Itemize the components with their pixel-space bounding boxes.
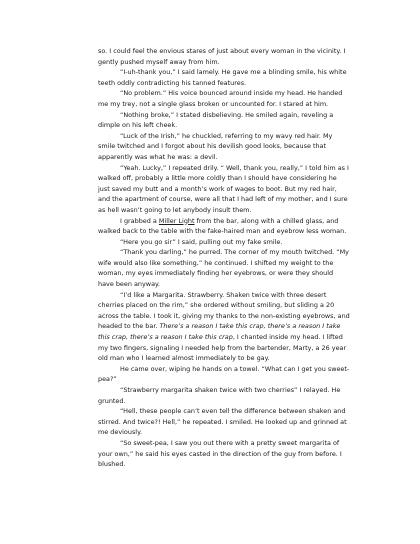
paragraph [98, 216, 350, 237]
paragraph [98, 67, 350, 88]
paragraph [98, 88, 350, 109]
paragraph [98, 131, 350, 163]
paragraph [98, 385, 350, 406]
paragraph [98, 163, 350, 216]
text-run: “Nothing broke,” I stated disbelieving. He smiled again, reveling a dimple on his left cheek. [98, 110, 334, 130]
paragraph [98, 110, 350, 131]
paragraph [98, 237, 350, 248]
paragraph [98, 364, 350, 385]
underlined-text: Miller Light [158, 216, 195, 225]
text-run: from the bar, along with a chilled glass, and walked back to the table with the fake-haired man and eyebrow less woman. [98, 216, 347, 236]
text-run: so. I could feel the envious stares of just about every woman in the vicinity. I gently pushed myself away from him. [98, 47, 346, 66]
text-run: “Here you go sir” I said, pulling out my fake smile. [120, 237, 283, 246]
paragraph [98, 406, 350, 438]
text-run: “So sweet-pea, I saw you out there with a pretty sweet margarita of your own,” he said his eyes casted in the direction of the guy from before. I blushed. [98, 438, 342, 469]
paragraph [98, 247, 350, 289]
text-run: “No problem.” His voice bounced around inside my head. He handed me my trey, not a single glass broken or uncounted for. I stared at him. [98, 89, 343, 108]
text-run: “Hell, these people can’t even tell the difference between shaken and stirred. And twice?! Hell,” he repeated. I smiled. He looked up and grinned at me deviously. [98, 407, 347, 437]
italic-text: There’s a reason I take this crap, there’s a reason I take this crap, there’s a reason I take this crap [98, 322, 341, 342]
text-run: “Luck of the Irish,” he chuckled, referring to my wavy red hair. My smile twitched and I forgot about his devilish good looks, because that apparently was what he was: a devil. [98, 131, 333, 161]
text-run: “I’d like a Margarita. Strawberry. Shaken twice with three desert cherries placed on the rim,” she ordered without smiling, but sliding a 20 across the table. I took it, giving my thanks to the non-existing eyebrows, and headed to the bar. [98, 290, 350, 331]
text-run: “I-uh-thank you,” I said lamely. He gave me a blinding smile, his white teeth oddly contradicting his tanned features. [98, 68, 347, 87]
text-run: “Yeah. Lucky,” I repeated drily. “ Well, thank you, really,” I told him as I walked off, probably a little more coldly than I should have considering he just saved my butt and a month’s work of wages to boot. But my red hair, and the apartment of course, were all that I had left of my mother, and I sure as hell wasn’t going to let anybody insult them. [98, 163, 349, 214]
text-run: He came over, wiping he hands on a towel. “What can I get you sweet-pea?” [98, 364, 350, 384]
text-run: , I chanted inside my head. I lifted my two fingers, signaling I needed help from the bartender, Marty, a 26 year old man who I learned almost immediately to be gay. [98, 333, 347, 363]
paragraph [98, 438, 350, 470]
paragraph [98, 290, 350, 364]
text-run: “Strawberry margarita shaken twice with two cherries” I relayed. He grunted. [98, 386, 341, 405]
text-run: I grabbed a [120, 216, 159, 225]
paragraph [98, 46, 350, 67]
body-text [98, 46, 350, 470]
text-run: “Thank you darling,” he purred. The corner of my mouth twitched. “My wife would also like something,” he continued. I shifted my weight to the woman, my eyes immediately finding her eyebrows, or were they should have been anyway. [98, 248, 349, 289]
